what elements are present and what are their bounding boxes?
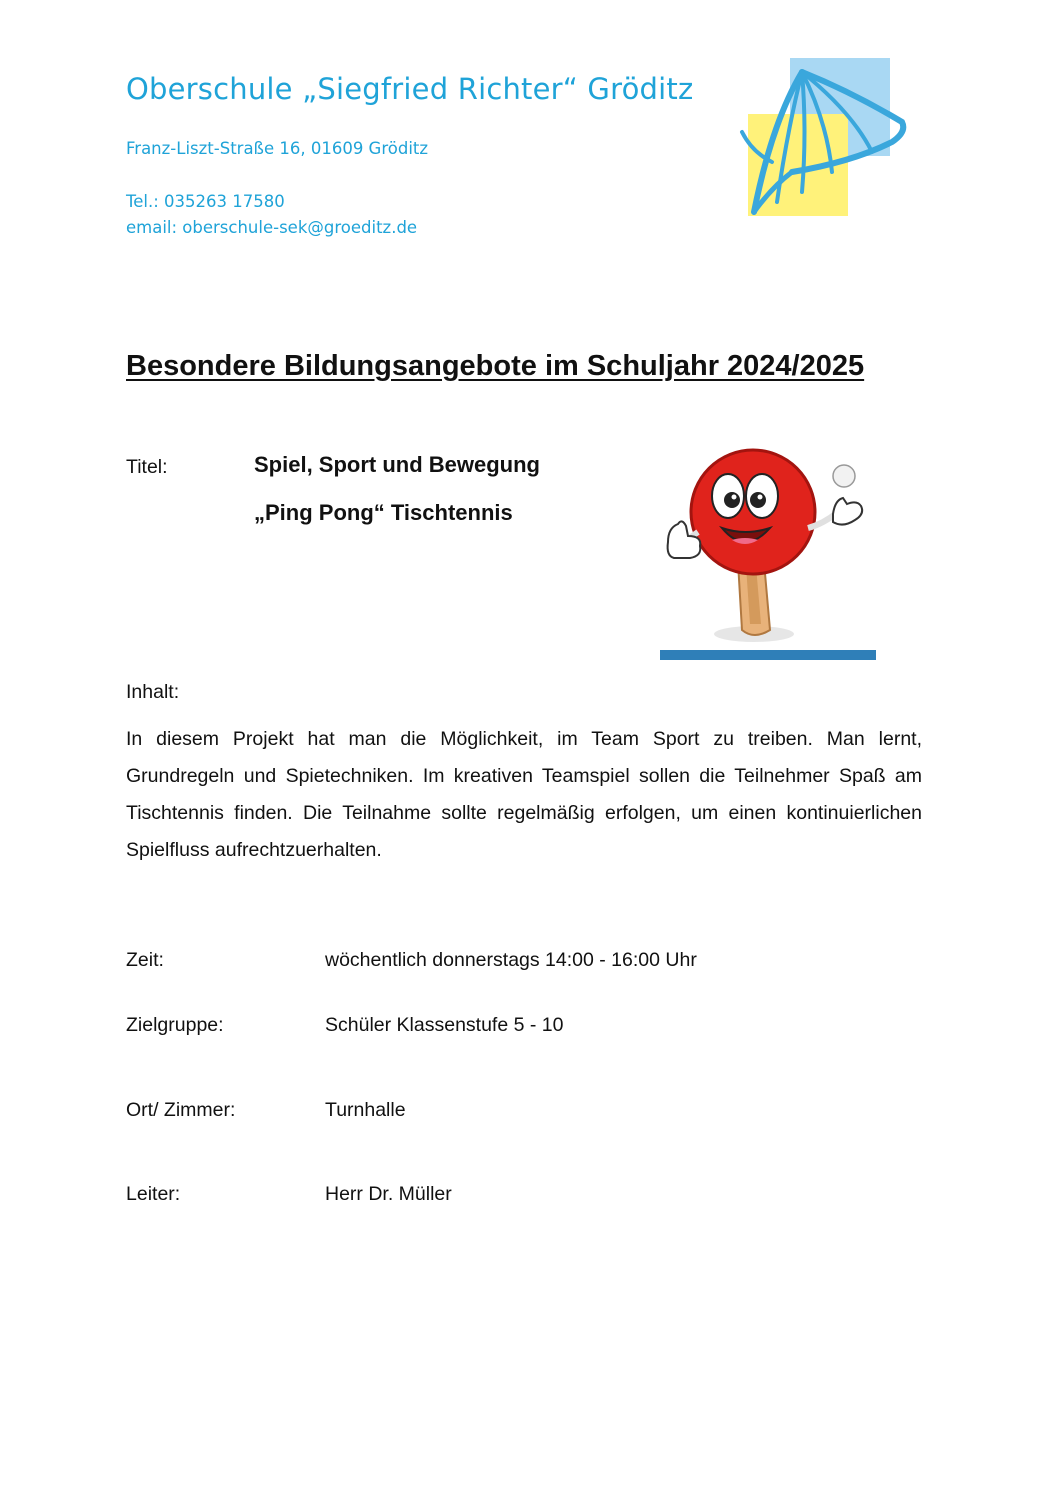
zielgruppe-label: Zielgruppe: [126, 1014, 224, 1036]
school-phone: Tel.: 035263 17580 [126, 192, 285, 211]
leiter-value: Herr Dr. Müller [325, 1183, 452, 1205]
inhalt-label: Inhalt: [126, 681, 180, 703]
ping-pong-paddle-mascot-icon [658, 444, 878, 662]
inhalt-text: In diesem Projekt hat man die Möglichkeit, im Team Sport zu treiben. Man lernt, Grundregeln und Spietechniken. Im kreativen Teamspiel sollen die Teilnehmer Spaß am Tischtennis finden. Die Teilnahme sollte regelmäßig erfolgen, um einen kontinuierlichen Spielfluss aufrechtzuerhalten. [126, 728, 922, 861]
title-line-1: Spiel, Sport und Bewegung [254, 452, 540, 477]
page-heading: Besondere Bildungsangebote im Schuljahr 2024/2025 [126, 350, 865, 382]
school-logo-icon [732, 52, 918, 228]
title-line-2: „Ping Pong“ Tischtennis [254, 500, 513, 525]
ort-label: Ort/ Zimmer: [126, 1099, 236, 1121]
title-label: Titel: [126, 456, 168, 478]
zeit-value: wöchentlich donnerstags 14:00 - 16:00 Uhr [325, 949, 697, 971]
school-email: email: oberschule-sek@groeditz.de [126, 218, 418, 237]
zeit-label: Zeit: [126, 949, 164, 971]
school-name: Oberschule „Siegfried Richter“ Gröditz [126, 72, 694, 106]
leiter-label: Leiter: [126, 1183, 181, 1205]
school-address: Franz-Liszt-Straße 16, 01609 Gröditz [126, 139, 429, 158]
ort-value: Turnhalle [325, 1099, 406, 1121]
zielgruppe-value: Schüler Klassenstufe 5 - 10 [325, 1014, 564, 1036]
